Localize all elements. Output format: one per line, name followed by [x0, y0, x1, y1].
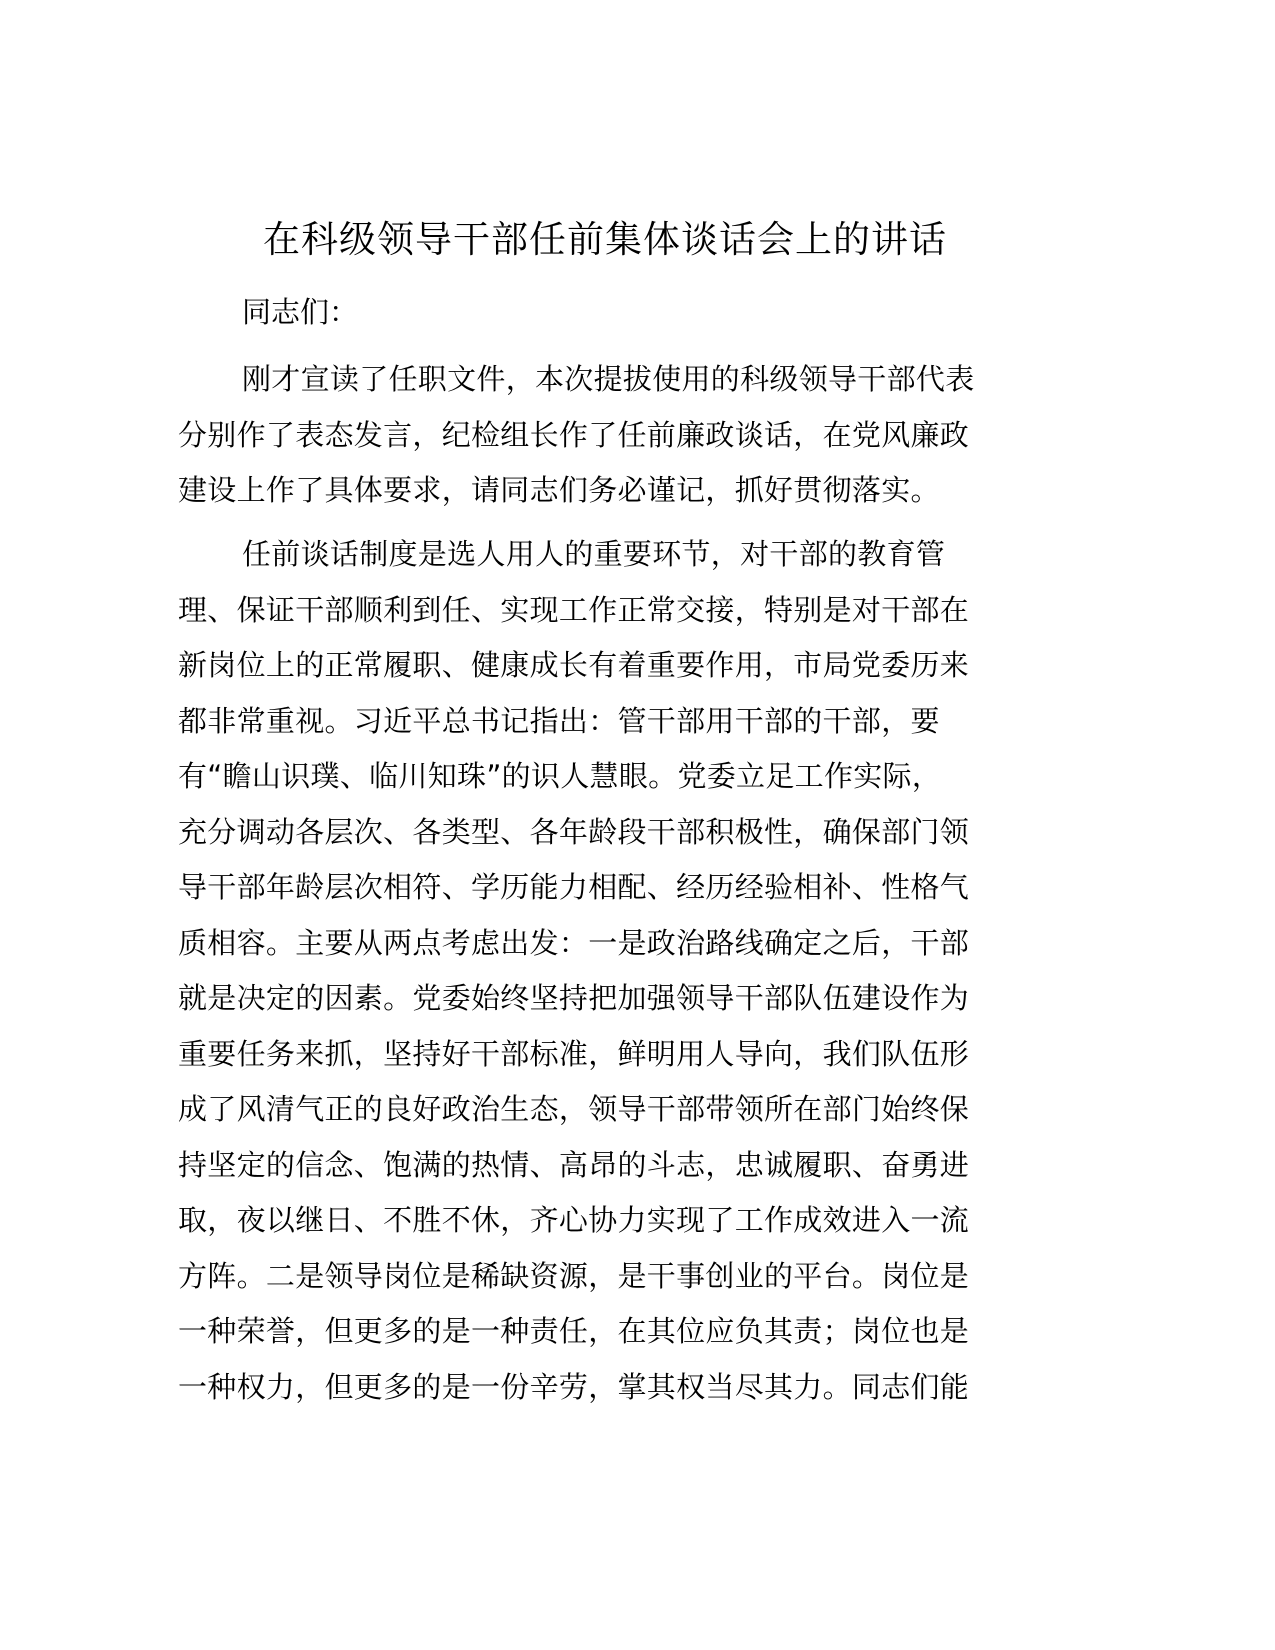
- paragraph-line: 充分调动各层次、各类型、各年龄段干部积极性，确保部门领: [178, 814, 970, 849]
- greeting: 同志们：: [242, 295, 359, 329]
- paragraph-line: 重要任务来抓，坚持好干部标准，鲜明用人导向，我们队伍形: [178, 1036, 970, 1071]
- document-title: 在科级领导干部任前集体谈话会上的讲话: [263, 218, 947, 261]
- paragraph-line: 理、保证干部顺利到任、实现工作正常交接，特别是对干部在: [178, 592, 970, 627]
- paragraph-line: 有“瞻山识璞、临川知珠”的识人慧眼。党委立足工作实际，: [178, 759, 942, 793]
- paragraph-line: 分别作了表态发言，纪检组长作了任前廉政谈话，在党风廉政: [178, 417, 970, 452]
- paragraph-1: [178, 355, 1038, 522]
- paragraph-line: 建设上作了具体要求，请同志们务必谨记，抓好贯彻落实。: [178, 473, 940, 507]
- paragraph-line: 导干部年龄层次相符、学历能力相配、经历经验相补、性格气: [178, 870, 970, 904]
- paragraph-line: 一种荣誉，但更多的是一种责任，在其位应负其责；岗位也是: [178, 1314, 970, 1348]
- paragraph-line: 就是决定的因素。党委始终坚持把加强领导干部队伍建设作为: [178, 981, 970, 1015]
- paragraph-line: 成了风清气正的良好政治生态，领导干部带领所在部门始终保: [178, 1092, 970, 1126]
- paragraph-line: 刚才宣读了任职文件，本次提拔使用的科级领导干部代表: [242, 362, 975, 396]
- paragraph-2: [178, 530, 1038, 1418]
- paragraph-line: 任前谈话制度是选人用人的重要环节，对干部的教育管: [242, 537, 946, 571]
- paragraph-line: 方阵。二是领导岗位是稀缺资源，是干事创业的平台。岗位是: [178, 1258, 970, 1293]
- paragraph-line: 质相容。主要从两点考虑出发：一是政治路线确定之后，干部: [178, 925, 970, 960]
- paragraph-line: 新岗位上的正常履职、健康成长有着重要作用，市局党委历来: [178, 648, 970, 682]
- paragraph-line: 取，夜以继日、不胜不休，齐心协力实现了工作成效进入一流: [178, 1203, 970, 1237]
- paragraph-line: 持坚定的信念、饱满的热情、高昂的斗志，忠诚履职、奋勇进: [178, 1147, 970, 1182]
- paragraph-line: 都非常重视。习近平总书记指出：管干部用干部的干部，要: [178, 703, 940, 738]
- paragraph-line: 一种权力，但更多的是一份辛劳，掌其权当尽其力。同志们能: [178, 1369, 970, 1404]
